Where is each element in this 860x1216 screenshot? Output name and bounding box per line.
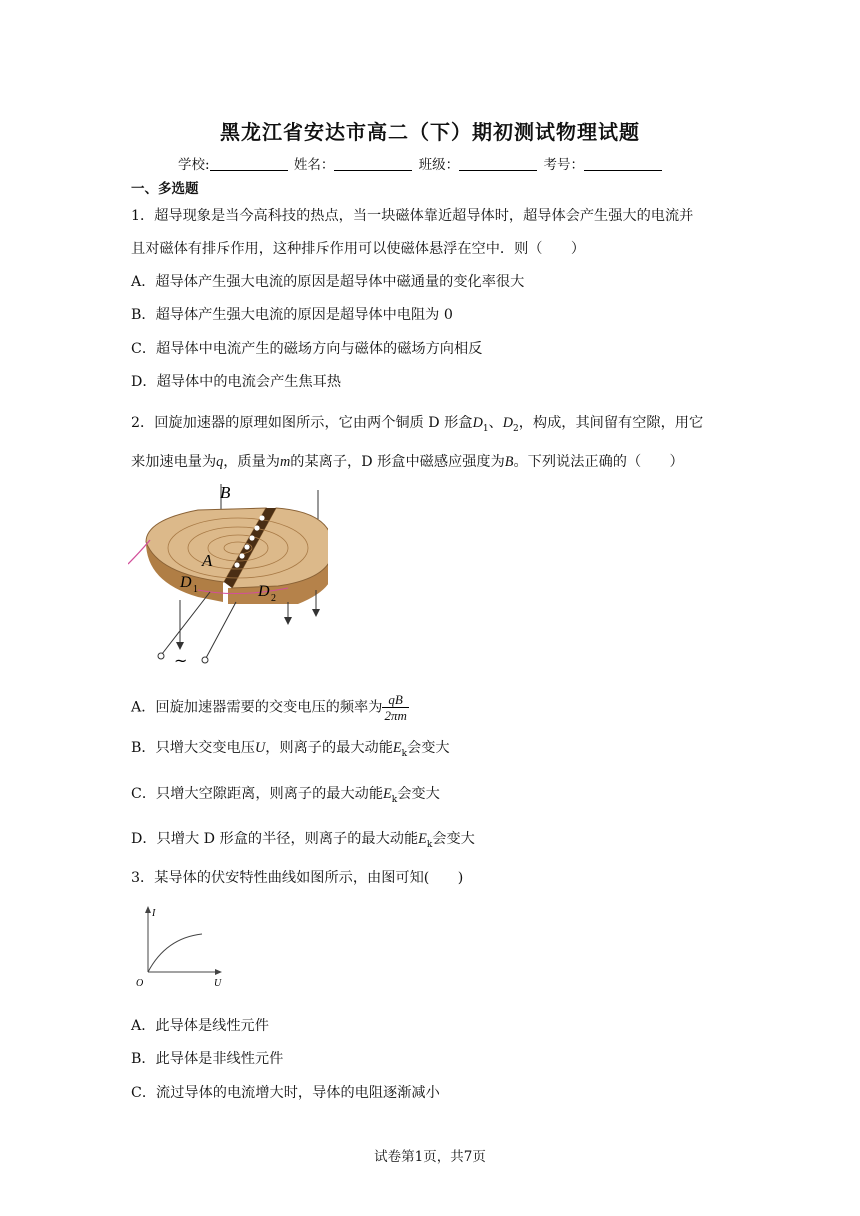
name-label: 姓名： <box>293 157 335 173</box>
q2-option-a: A．回旋加速器需要的交变电压的频率为 $\frac{qB}{2\pi m}$ <box>131 692 407 723</box>
q1-option-c: C．超导体中电流产生的磁场方向与磁体的磁场方向相反 <box>131 341 483 357</box>
q1-option-a: A．超导体产生强大电流的原因是超导体中磁通量的变化率很大 <box>131 274 525 290</box>
q3-option-c: C．流过导体的电流增大时，导体的电阻逐渐减小 <box>131 1085 440 1101</box>
student-info-line <box>178 153 664 173</box>
svg-text:~: ~ <box>174 651 188 670</box>
section-heading: 一、多选题 <box>131 181 199 197</box>
svg-text:O: O <box>136 978 144 989</box>
school-label: 学校: <box>178 157 210 173</box>
svg-text:D: D <box>258 583 270 600</box>
q3-stem: 3．某导体的伏安特性曲线如图所示，由图可知( ) <box>131 870 464 886</box>
school-blank <box>210 156 288 171</box>
exam-no-blank <box>584 156 662 171</box>
svg-text:2: 2 <box>271 593 276 604</box>
cyclotron-figure <box>128 482 328 670</box>
q3-option-a: A．此导体是线性元件 <box>131 1018 269 1034</box>
iv-curve-figure <box>132 904 232 990</box>
q3-option-b: B．此导体是非线性元件 <box>131 1051 284 1067</box>
q2-stem-line1: 2．回旋加速器的原理如图所示，它由两个铜质 D 形盒$D_1$、$D_2$，构成，其间留有空隙，用它 <box>131 415 704 434</box>
svg-text:I: I <box>152 908 156 919</box>
class-label: 班级： <box>418 157 460 173</box>
page-footer: 试卷第1页，共7页 <box>374 1149 486 1165</box>
q1-stem-line2: 且对磁体有排斥作用，这种排斥作用可以使磁体悬浮在空中．则（ ） <box>131 241 586 257</box>
q1-option-d: D．超导体中的电流会产生焦耳热 <box>131 374 342 390</box>
q1-option-b: B．超导体产生强大电流的原因是超导体中电阻为 0 <box>131 307 453 323</box>
exam-no-label: 考号： <box>543 157 584 173</box>
page-title: 黑龙江省安达市高二（下）期初测试物理试题 <box>220 120 640 144</box>
frequency-fraction: $\frac{qB}{2\pi m}$ <box>384 692 407 723</box>
q2-stem-line2: 来加速电量为q，质量为m的某离子，D 形盒中磁感应强度为B。下列说法正确的（ ） <box>131 454 684 470</box>
class-blank <box>459 156 537 171</box>
svg-text:D: D <box>180 574 192 591</box>
q2-option-b: B．只增大交变电压U，则离子的最大动能$E_k$会变大 <box>131 740 450 759</box>
svg-text:1: 1 <box>193 584 198 595</box>
svg-text:U: U <box>214 978 222 989</box>
svg-text:A: A <box>202 551 213 570</box>
name-blank <box>334 156 412 171</box>
svg-text:B: B <box>220 483 231 502</box>
q1-stem-line1: 1．超导现象是当今高科技的热点，当一块磁体靠近超导体时，超导体会产生强大的电流并 <box>131 208 694 224</box>
q2-option-d: D．只增大 D 形盒的半径，则离子的最大动能$E_k$会变大 <box>131 831 475 850</box>
q2-option-c: C．只增大空隙距离，则离子的最大动能$E_k$会变大 <box>131 786 440 805</box>
